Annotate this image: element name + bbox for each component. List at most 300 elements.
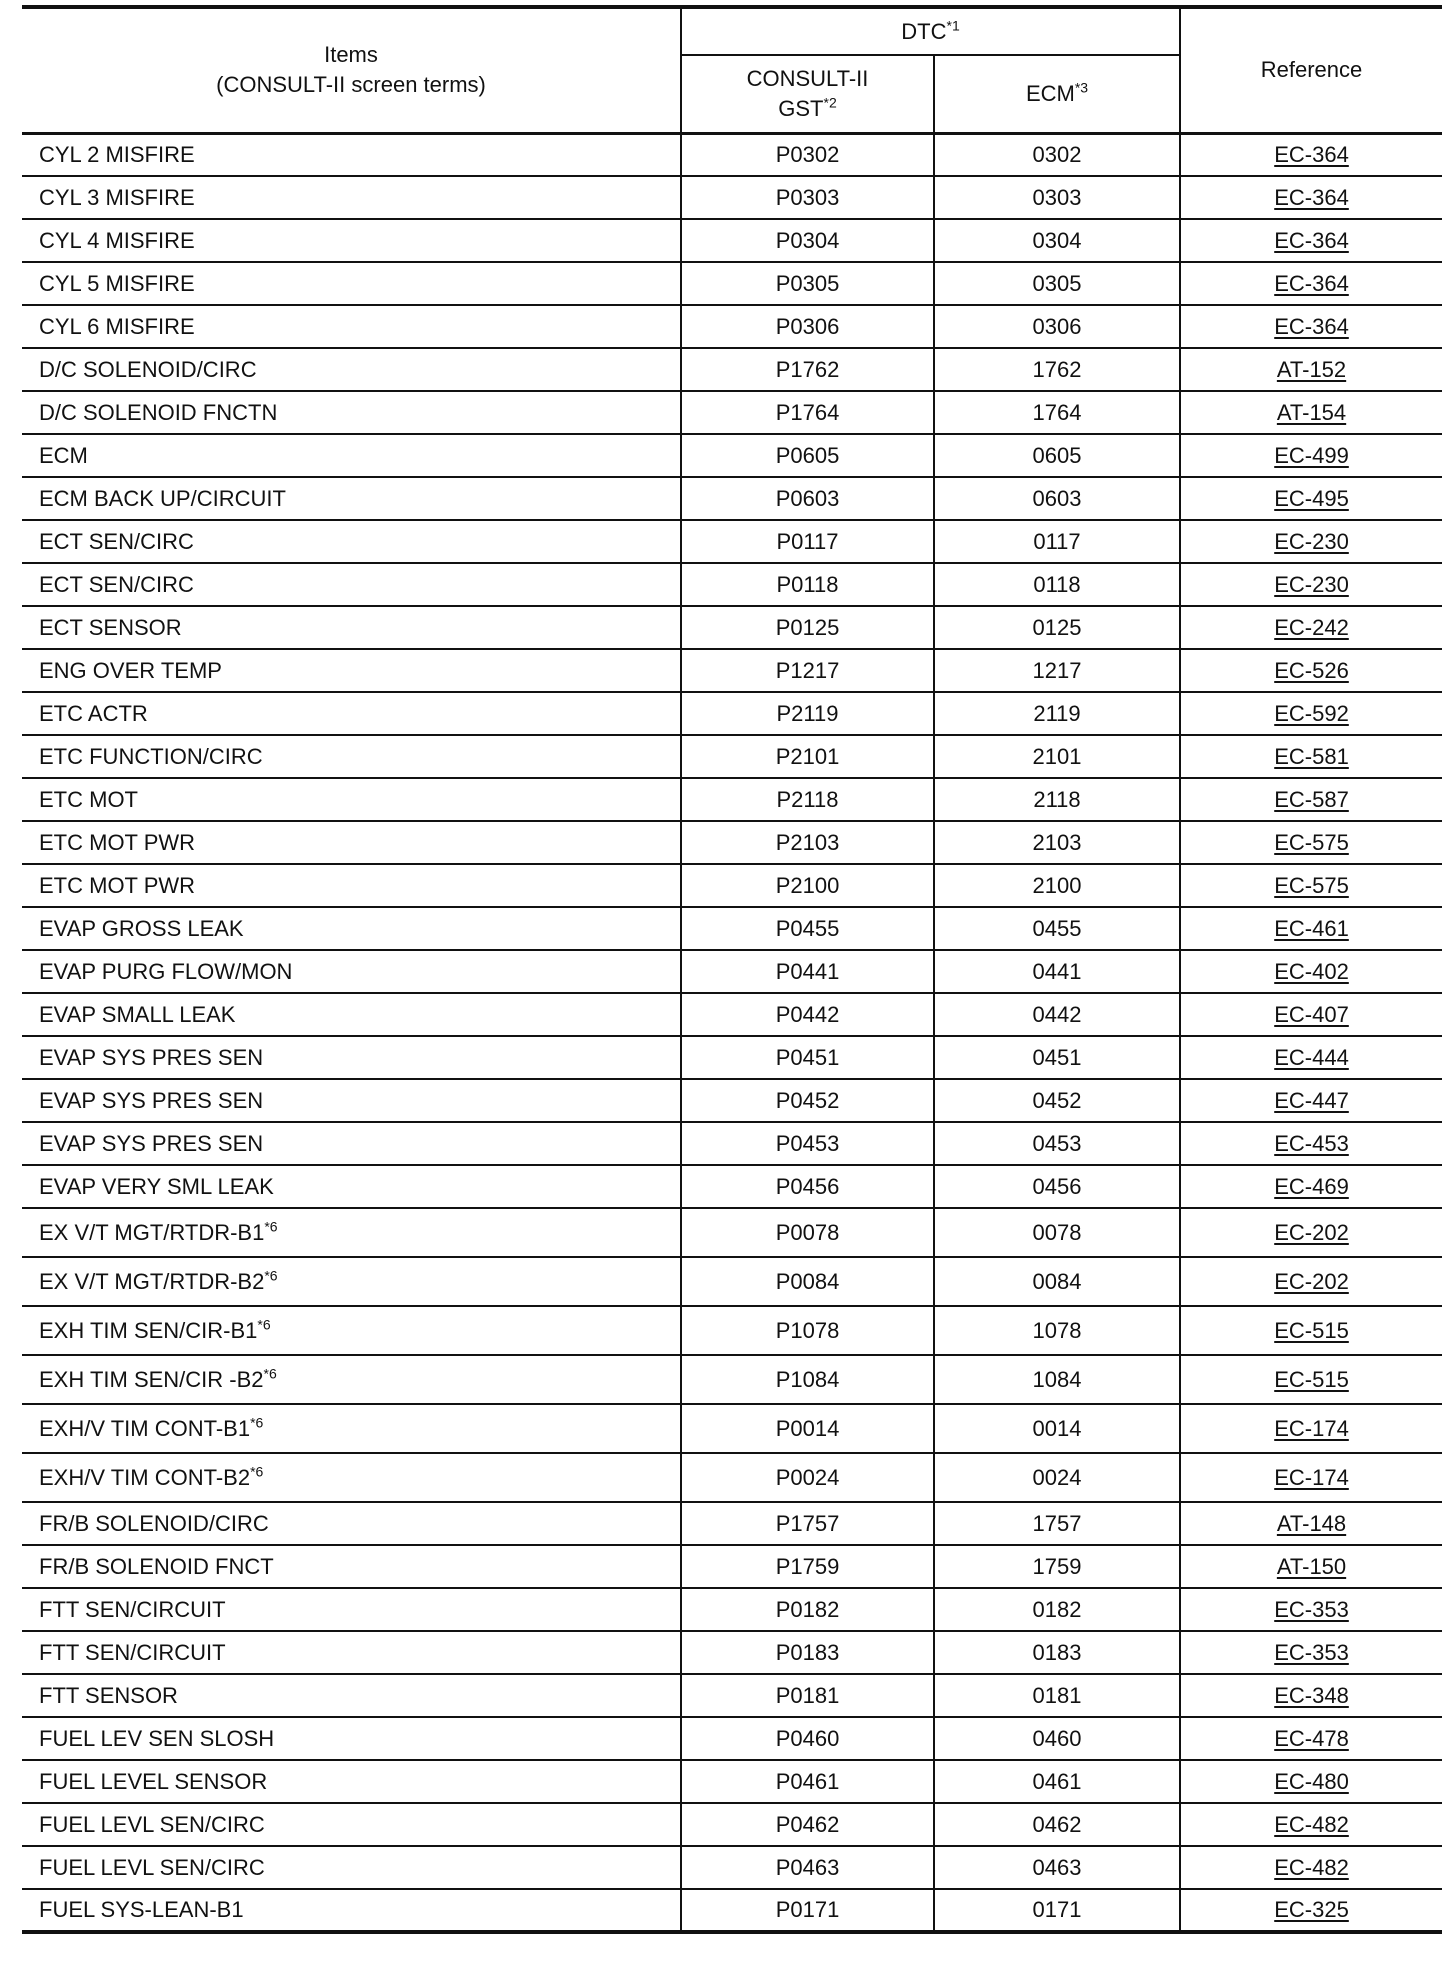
ecm-code: 0304 [934,219,1180,262]
reference-cell [1180,821,1442,864]
table-row [22,391,1442,434]
reference-cell [1180,477,1442,520]
ecm-code: 0014 [934,1404,1180,1453]
ecm-code: 0442 [934,993,1180,1036]
reference-link[interactable]: EC-453 [1274,1130,1349,1156]
ecm-code: 0453 [934,1122,1180,1165]
reference-cell [1180,1889,1442,1932]
item-label: ENG OVER TEMP [39,657,222,683]
ecm-code: 2101 [934,735,1180,778]
item-label: ECT SEN/CIRC [39,571,194,597]
table-row [22,348,1442,391]
reference-link[interactable]: AT-148 [1276,1510,1347,1536]
item-label: EVAP SMALL LEAK [39,1001,236,1027]
consult-gst-code: P2118 [681,778,934,821]
consult-gst-code: P0605 [681,434,934,477]
gst-header-footnote: *2 [823,94,837,111]
ecm-code: 1084 [934,1355,1180,1404]
ecm-header [934,55,1180,133]
reference-link[interactable]: EC-174 [1274,1415,1349,1441]
item-label: FR/B SOLENOID/CIRC [39,1510,269,1536]
reference-link[interactable]: EC-444 [1274,1044,1349,1070]
consult-gst-code: P0455 [681,907,934,950]
consult-gst-code: P2103 [681,821,934,864]
reference-link[interactable]: AT-154 [1276,399,1347,425]
consult-gst-code: P0078 [681,1208,934,1257]
item-label: EXH TIM SEN/CIR-B1 [39,1317,258,1343]
reference-link[interactable]: EC-469 [1274,1173,1349,1199]
item-label: FTT SENSOR [39,1682,178,1708]
consult-gst-code: P0442 [681,993,934,1036]
item-cell [22,434,681,477]
item-cell [22,1803,681,1846]
ecm-code: 0181 [934,1674,1180,1717]
item-cell [22,1404,681,1453]
dtc-header [681,7,1180,55]
ecm-code: 2118 [934,778,1180,821]
ecm-code: 0125 [934,606,1180,649]
table-row [22,176,1442,219]
item-label: EXH/V TIM CONT-B2 [39,1464,251,1490]
reference-link[interactable]: EC-461 [1274,915,1349,941]
item-cell [22,821,681,864]
item-label: EX V/T MGT/RTDR-B2 [39,1268,265,1294]
consult-gst-code: P1078 [681,1306,934,1355]
reference-cell [1180,1717,1442,1760]
ecm-code: 0306 [934,305,1180,348]
table-row [22,1631,1442,1674]
table-row [22,1355,1442,1404]
reference-cell [1180,176,1442,219]
table-row [22,1306,1442,1355]
consult-gst-code: P0306 [681,305,934,348]
ecm-code: 0603 [934,477,1180,520]
reference-cell [1180,434,1442,477]
item-cell [22,1631,681,1674]
table-row [22,1674,1442,1717]
reference-cell [1180,1208,1442,1257]
consult-gst-code: P0456 [681,1165,934,1208]
item-label: CYL 2 MISFIRE [39,141,195,167]
reference-link[interactable]: EC-402 [1274,958,1349,984]
item-cell [22,391,681,434]
consult-gst-code: P0084 [681,1257,934,1306]
item-label: ETC FUNCTION/CIRC [39,743,263,769]
reference-cell [1180,1674,1442,1717]
consult-gst-code: P0024 [681,1453,934,1502]
items-header [22,7,681,133]
ecm-code: 0118 [934,563,1180,606]
table-row [22,864,1442,907]
dtc-header-label: DTC [901,18,947,44]
consult-gst-code: P0453 [681,1122,934,1165]
item-footnote: *6 [250,1414,264,1431]
ecm-code: 0460 [934,1717,1180,1760]
reference-link[interactable]: EC-364 [1274,184,1349,210]
consult-gst-code: P1084 [681,1355,934,1404]
reference-header-label: Reference [1260,57,1363,83]
consult-gst-code: P2101 [681,735,934,778]
item-footnote: *6 [264,1267,278,1284]
item-cell [22,348,681,391]
consult-gst-code: P0461 [681,1760,934,1803]
reference-cell [1180,1631,1442,1674]
reference-link[interactable]: EC-495 [1274,485,1349,511]
table-header [22,7,1442,133]
reference-link[interactable]: EC-526 [1274,657,1349,683]
consult-gst-code: P0603 [681,477,934,520]
reference-cell [1180,391,1442,434]
reference-link[interactable]: EC-353 [1274,1596,1349,1622]
consult-gst-code: P0305 [681,262,934,305]
table-row [22,520,1442,563]
reference-link[interactable]: EC-575 [1274,872,1349,898]
table-row [22,907,1442,950]
item-cell [22,1165,681,1208]
reference-link[interactable]: EC-447 [1274,1087,1349,1113]
ecm-code: 0462 [934,1803,1180,1846]
ecm-code: 0024 [934,1453,1180,1502]
item-label: ECT SENSOR [39,614,182,640]
reference-link[interactable]: EC-407 [1274,1001,1349,1027]
item-cell [22,1208,681,1257]
consult-gst-code: P0181 [681,1674,934,1717]
item-label: FR/B SOLENOID FNCT [39,1553,274,1579]
reference-link[interactable]: EC-515 [1274,1366,1349,1392]
reference-link[interactable]: EC-230 [1274,528,1349,554]
item-footnote: *6 [263,1365,277,1382]
item-cell [22,1674,681,1717]
reference-cell [1180,1803,1442,1846]
reference-link[interactable]: EC-364 [1274,227,1349,253]
ecm-code: 2119 [934,692,1180,735]
item-cell [22,1846,681,1889]
table-row [22,219,1442,262]
item-cell [22,563,681,606]
ecm-code: 1762 [934,348,1180,391]
item-cell [22,1355,681,1404]
reference-cell [1180,778,1442,821]
dtc-header-footnote: *1 [946,17,960,34]
table-row [22,1760,1442,1803]
consult-gst-code: P0183 [681,1631,934,1674]
ecm-code: 0456 [934,1165,1180,1208]
reference-cell [1180,348,1442,391]
consult-gst-code: P1762 [681,348,934,391]
table-row [22,950,1442,993]
table-row [22,305,1442,348]
item-label: EXH/V TIM CONT-B1 [39,1415,251,1441]
consult-gst-code: P0452 [681,1079,934,1122]
ecm-code: 1217 [934,649,1180,692]
consult-gst-code: P2100 [681,864,934,907]
item-label: CYL 5 MISFIRE [39,270,195,296]
table-row [22,1502,1442,1545]
item-cell [22,477,681,520]
item-cell [22,950,681,993]
item-label: EVAP GROSS LEAK [39,915,244,941]
reference-cell [1180,864,1442,907]
reference-link[interactable]: EC-325 [1274,1897,1349,1922]
reference-cell [1180,1588,1442,1631]
items-header-subtitle: (CONSULT-II screen terms) [216,72,486,98]
table-row [22,649,1442,692]
reference-link[interactable]: AT-150 [1276,1553,1347,1579]
reference-link[interactable]: EC-587 [1274,786,1349,812]
reference-cell [1180,563,1442,606]
consult-header-label: CONSULT-II [746,65,869,91]
reference-link[interactable]: EC-480 [1274,1768,1349,1794]
reference-link[interactable]: EC-482 [1274,1854,1349,1880]
reference-cell [1180,262,1442,305]
item-footnote: *6 [257,1316,271,1333]
consult-gst-code: P0451 [681,1036,934,1079]
table-row [22,1588,1442,1631]
reference-cell [1180,1760,1442,1803]
reference-cell [1180,305,1442,348]
item-label: EVAP VERY SML LEAK [39,1173,274,1199]
ecm-code: 0183 [934,1631,1180,1674]
ecm-code: 2100 [934,864,1180,907]
item-label: EX V/T MGT/RTDR-B1 [39,1219,265,1245]
item-cell [22,262,681,305]
item-cell [22,735,681,778]
ecm-code: 0461 [934,1760,1180,1803]
consult-gst-code: P0460 [681,1717,934,1760]
item-footnote: *6 [264,1218,278,1235]
reference-cell [1180,1122,1442,1165]
ecm-code: 1757 [934,1502,1180,1545]
item-label: ECT SEN/CIRC [39,528,194,554]
table-row [22,1079,1442,1122]
reference-link[interactable]: EC-242 [1274,614,1349,640]
item-label: ECM BACK UP/CIRCUIT [39,485,286,511]
item-label: CYL 3 MISFIRE [39,184,195,210]
ecm-code: 0303 [934,176,1180,219]
table-row [22,1404,1442,1453]
table-row [22,1545,1442,1588]
dtc-table [22,5,1442,1934]
item-label: FTT SEN/CIRCUIT [39,1639,226,1665]
ecm-code: 0302 [934,133,1180,176]
item-cell [22,1453,681,1502]
table-row [22,262,1442,305]
consult-gst-code: P0303 [681,176,934,219]
reference-link[interactable]: EC-581 [1274,743,1349,769]
item-label: D/C SOLENOID FNCTN [39,399,278,425]
table-row [22,1165,1442,1208]
table-row [22,821,1442,864]
reference-link[interactable]: EC-592 [1274,700,1349,726]
reference-cell [1180,1404,1442,1453]
reference-link[interactable]: EC-499 [1274,442,1349,468]
table-row [22,1208,1442,1257]
table-row [22,1717,1442,1760]
item-cell [22,993,681,1036]
reference-cell [1180,1257,1442,1306]
item-cell [22,606,681,649]
ecm-code: 0455 [934,907,1180,950]
ecm-code: 0117 [934,520,1180,563]
reference-header [1180,7,1442,133]
consult-gst-code: P0125 [681,606,934,649]
consult-gst-code: P2119 [681,692,934,735]
consult-gst-header [681,55,934,133]
reference-cell [1180,993,1442,1036]
item-label: FUEL SYS-LEAN-B1 [39,1897,244,1922]
reference-link[interactable]: EC-202 [1274,1219,1349,1245]
item-label: EVAP SYS PRES SEN [39,1087,264,1113]
consult-gst-code: P1217 [681,649,934,692]
item-cell [22,1122,681,1165]
item-cell [22,907,681,950]
ecm-header-footnote: *3 [1074,79,1089,96]
item-cell [22,778,681,821]
consult-gst-code: P0462 [681,1803,934,1846]
table-row [22,1803,1442,1846]
table-row [22,606,1442,649]
item-cell [22,1306,681,1355]
consult-gst-code: P0014 [681,1404,934,1453]
reference-cell [1180,907,1442,950]
item-label: ETC MOT [39,786,138,812]
item-label: FUEL LEVEL SENSOR [39,1768,268,1794]
item-label: FUEL LEVL SEN/CIRC [39,1854,265,1880]
item-label: ETC ACTR [39,700,148,726]
reference-cell [1180,1502,1442,1545]
reference-cell [1180,1355,1442,1404]
item-cell [22,649,681,692]
reference-link[interactable]: EC-482 [1274,1811,1349,1837]
table-row [22,434,1442,477]
ecm-code: 0605 [934,434,1180,477]
reference-link[interactable]: EC-348 [1274,1682,1349,1708]
ecm-code: 0171 [934,1889,1180,1932]
item-cell [22,133,681,176]
reference-cell [1180,606,1442,649]
ecm-code: 0078 [934,1208,1180,1257]
item-cell [22,176,681,219]
ecm-code: 0182 [934,1588,1180,1631]
consult-gst-code: P1757 [681,1502,934,1545]
consult-gst-code: P0182 [681,1588,934,1631]
item-cell [22,1502,681,1545]
reference-cell [1180,1036,1442,1079]
ecm-code: 0084 [934,1257,1180,1306]
reference-cell [1180,950,1442,993]
item-label: FUEL LEV SEN SLOSH [39,1725,275,1751]
reference-link[interactable]: EC-353 [1274,1639,1349,1665]
item-cell [22,692,681,735]
reference-cell [1180,692,1442,735]
item-footnote: *6 [250,1463,264,1480]
table-body [22,133,1442,1932]
reference-cell [1180,1453,1442,1502]
ecm-code: 1078 [934,1306,1180,1355]
ecm-code: 0452 [934,1079,1180,1122]
reference-link[interactable]: EC-364 [1274,270,1349,296]
ecm-code: 1759 [934,1545,1180,1588]
consult-gst-code: P0441 [681,950,934,993]
item-label: EVAP SYS PRES SEN [39,1130,264,1156]
ecm-header-label: ECM [1025,80,1075,106]
reference-cell [1180,520,1442,563]
item-cell [22,305,681,348]
reference-link[interactable]: EC-515 [1274,1317,1349,1343]
item-label: EVAP SYS PRES SEN [39,1044,264,1070]
reference-link[interactable]: EC-575 [1274,829,1349,855]
table-row [22,1453,1442,1502]
reference-link[interactable]: EC-478 [1274,1725,1349,1751]
reference-link[interactable]: EC-230 [1274,571,1349,597]
item-label: D/C SOLENOID/CIRC [39,356,257,382]
reference-cell [1180,1846,1442,1889]
ecm-code: 0305 [934,262,1180,305]
reference-link[interactable]: EC-174 [1274,1464,1349,1490]
consult-gst-code: P0171 [681,1889,934,1932]
table-row [22,778,1442,821]
items-header-title: Items [324,42,378,68]
table-row [22,735,1442,778]
item-cell [22,1036,681,1079]
item-cell [22,864,681,907]
reference-cell [1180,1545,1442,1588]
ecm-code: 2103 [934,821,1180,864]
item-label: CYL 4 MISFIRE [39,227,195,253]
consult-gst-code: P0304 [681,219,934,262]
reference-link[interactable]: EC-364 [1274,141,1349,167]
reference-cell [1180,1306,1442,1355]
gst-header-label: GST [778,95,824,121]
reference-cell [1180,1079,1442,1122]
consult-gst-code: P1759 [681,1545,934,1588]
table-row [22,1846,1442,1889]
table-row [22,477,1442,520]
ecm-code: 1764 [934,391,1180,434]
table-row [22,1889,1442,1932]
ecm-code: 0451 [934,1036,1180,1079]
item-cell [22,219,681,262]
consult-gst-code: P0463 [681,1846,934,1889]
table-row [22,1036,1442,1079]
table-row [22,993,1442,1036]
item-cell [22,1257,681,1306]
item-cell [22,1588,681,1631]
item-cell [22,1889,681,1932]
item-label: ECM [39,442,88,468]
reference-link[interactable]: AT-152 [1276,356,1347,382]
ecm-code: 0441 [934,950,1180,993]
reference-link[interactable]: EC-364 [1274,313,1349,339]
ecm-code: 0463 [934,1846,1180,1889]
reference-link[interactable]: EC-202 [1274,1268,1349,1294]
item-cell [22,1545,681,1588]
reference-cell [1180,219,1442,262]
item-label: ETC MOT PWR [39,872,196,898]
item-cell [22,1079,681,1122]
reference-cell [1180,735,1442,778]
item-label: FTT SEN/CIRCUIT [39,1596,226,1622]
table-row [22,563,1442,606]
table-row [22,1122,1442,1165]
item-label: EXH TIM SEN/CIR -B2 [39,1366,264,1392]
table-row [22,133,1442,176]
reference-cell [1180,649,1442,692]
item-cell [22,1717,681,1760]
consult-gst-code: P0117 [681,520,934,563]
item-cell [22,1760,681,1803]
item-cell [22,520,681,563]
